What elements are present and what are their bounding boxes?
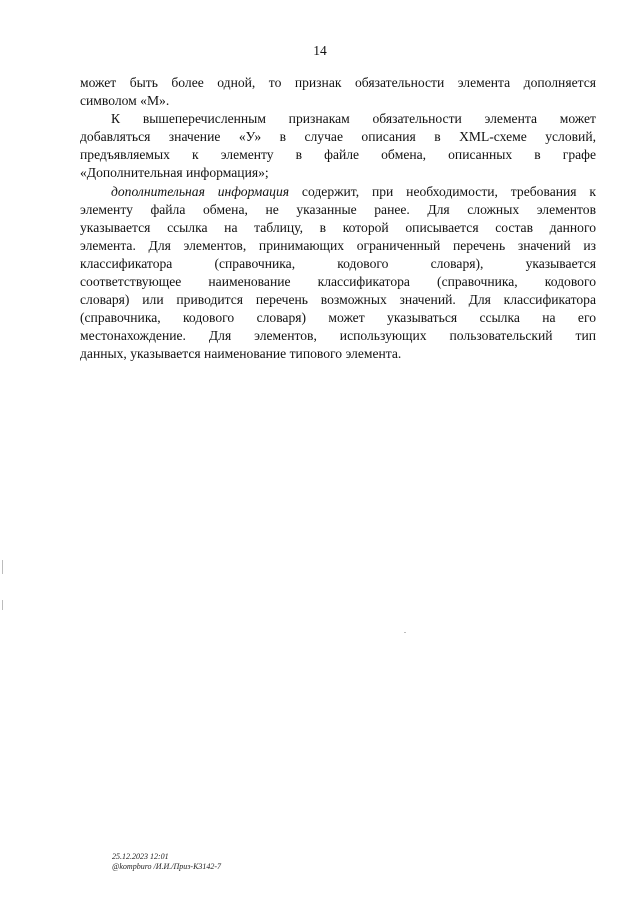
paragraph-1-line-1: может быть более одной, то признак обязательности элемента дополняется	[80, 75, 596, 90]
paragraph-3-line-6: соответствующее наименование классификатора (справочника, кодового	[80, 274, 596, 290]
paragraph-3-line-1	[80, 183, 596, 201]
paragraph-3-line-1-rest: содержит, при необходимости, требования к	[289, 183, 596, 199]
footer-source: @kompburo /И.И./Приз-К3142-7	[112, 862, 222, 871]
paragraph-2-line-3: предъявляемых к элементу в файле обмена, описанных в графе	[80, 147, 596, 163]
paragraph-2-line-1: К вышеперечисленным признакам обязательности элемента может	[111, 111, 596, 127]
paragraph-3-line-8: (справочника, кодового словаря) может указываться ссылка на его	[80, 310, 596, 326]
scan-artifact	[2, 560, 3, 574]
paragraph-3-line-5: классификатора (справочника, кодового словаря), указывается	[80, 255, 596, 271]
paragraph-3-line-3: указывается ссылка на таблицу, в которой описывается состав данного	[80, 219, 596, 235]
paragraph-3-line-7: словаря) или приводится перечень возможных значений. Для классификатора	[80, 292, 596, 308]
scan-artifact	[2, 600, 3, 610]
scan-artifact	[404, 632, 406, 633]
footer-stamp	[112, 852, 221, 872]
paragraph-2-line-4: «Дополнительная информация»;	[80, 165, 269, 181]
paragraph-3-line-2: элементу файла обмена, не указанные ранее. Для сложных элементов	[80, 201, 596, 217]
page-number: 14	[313, 43, 327, 58]
term-italic: дополнительная информация	[111, 183, 290, 199]
footer-date-time: 25.12.2023 12:01	[112, 852, 169, 861]
paragraph-1-line-2: символом «М».	[80, 93, 170, 109]
paragraph-3-line-9: местонахождение. Для элементов, использующих пользовательский тип	[80, 328, 596, 344]
paragraph-3-line-4: элемента. Для элементов, принимающих ограниченный перечень значений из	[80, 237, 596, 253]
paragraph-2-line-2: добавляться значение «У» в случае описания в XML-схеме условий,	[80, 129, 596, 145]
paragraph-3-line-10: данных, указывается наименование типового элемента.	[80, 346, 402, 362]
body-text	[80, 74, 596, 364]
